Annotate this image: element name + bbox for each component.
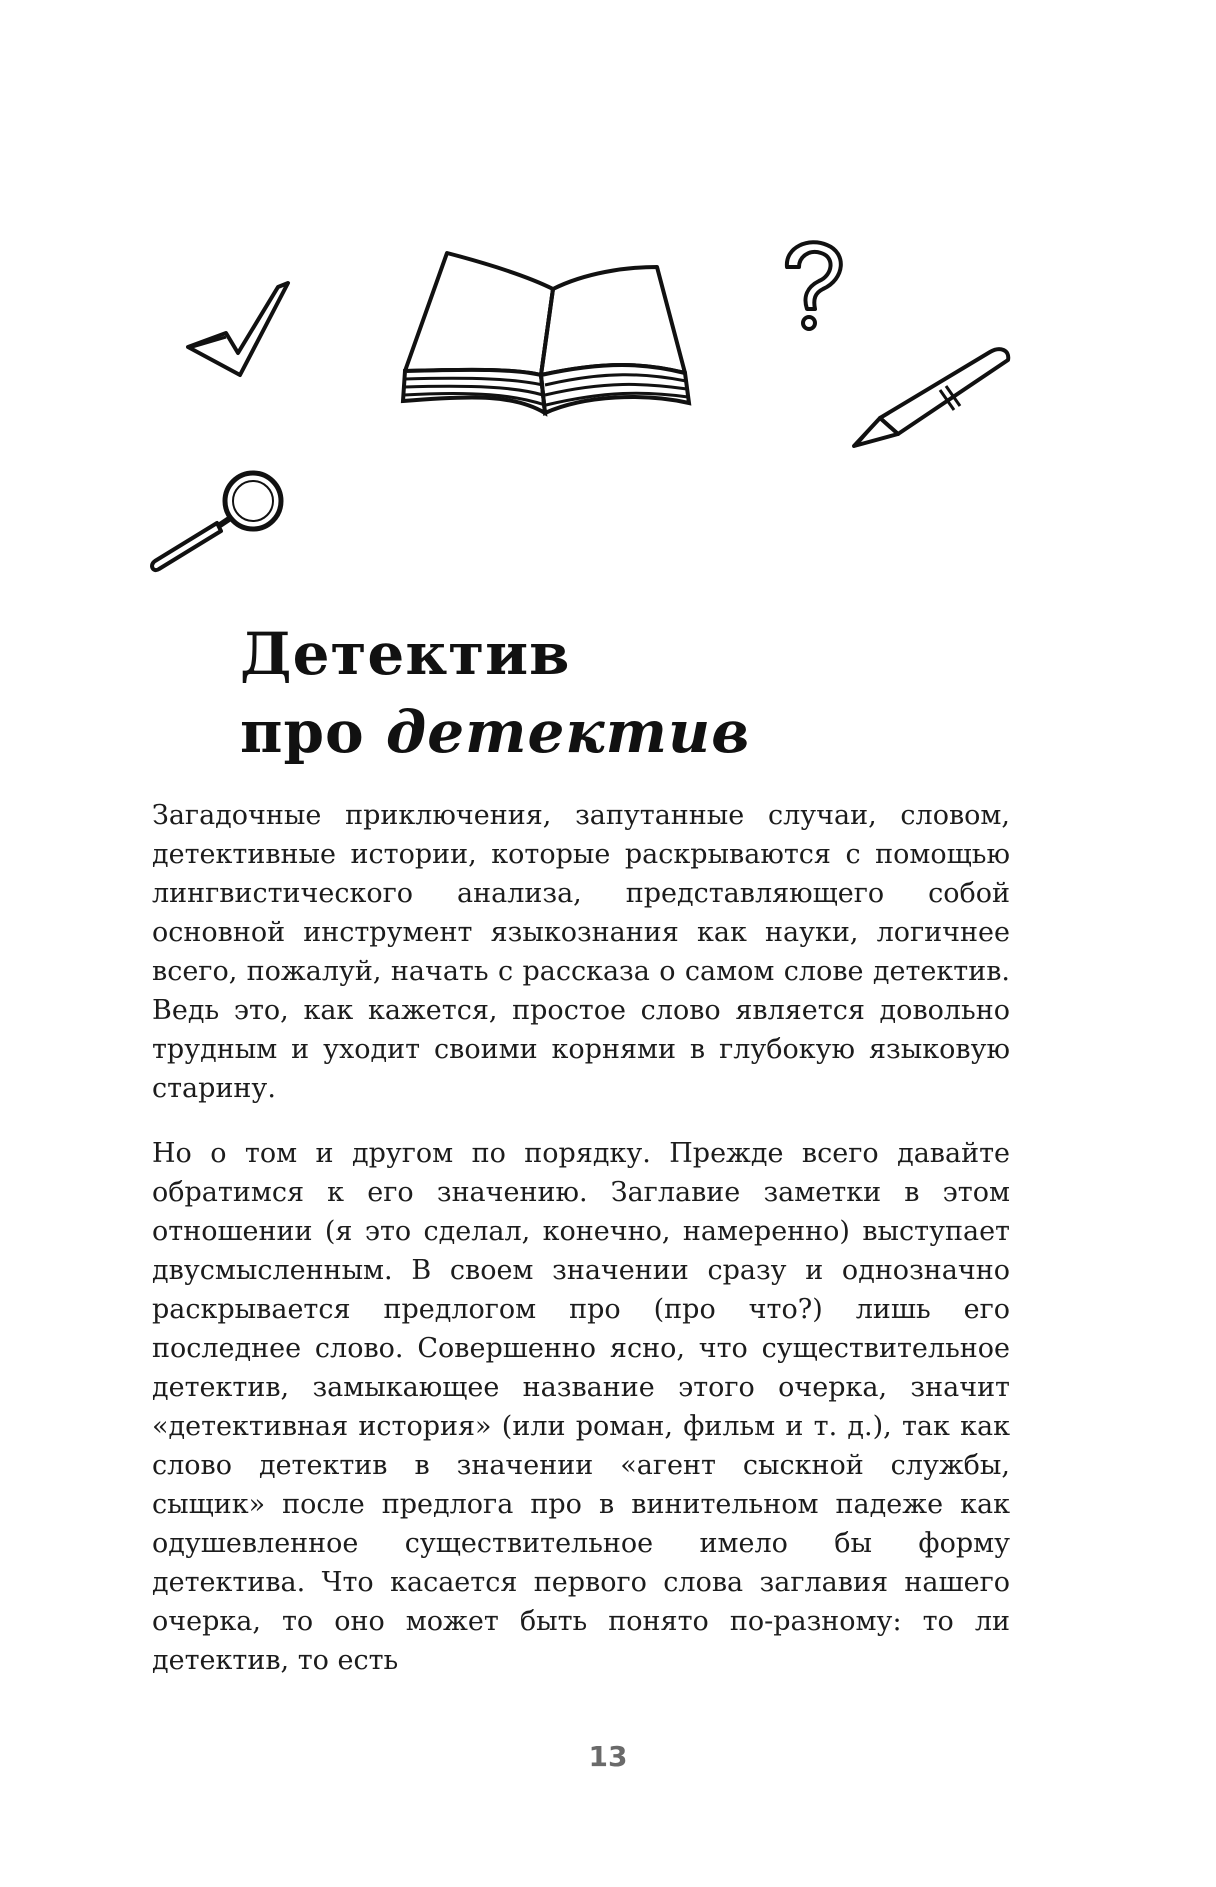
paragraph-1: Загадочные приключения, запутанные случаи, словом, детективные истории, которые раскрываются с помощью лингвистического анализа, представляющего собой основной инструмент языкознания как науки, логичнее всего, пожалуй, начать с рассказа о самом слове детектив. Ведь это, как кажется, простое слово является довольно трудным и уходит своими корнями в глубокую языковую старину. — [152, 800, 1010, 1104]
heading-line-1: Детектив — [240, 620, 571, 688]
open-book-icon — [395, 245, 695, 425]
paragraph-2: Но о том и другом по порядку. Прежде всего давайте обратимся к его значению. Заглавие заметки в этом отношении (я это сделал, конечно, намеренно) выступает двусмысленным. В своем значении сразу и однозначно раскрывается предлогом про (про что?) лишь его последнее слово. Совершенно ясно, что существительное детектив, замыкающее название этого очерка, значит «детективная история» (или роман, фильм и т. д.), так как слово детектив в значении «агент сыскной службы, сыщик» после предлога про в винительном падеже как одушевленное существительное имело бы форму детектива. Что касается первого слова заглавия нашего очерка, то оно может быть понято по-разному: то ли детектив, то есть — [152, 1138, 1010, 1676]
heading-line-2 — [240, 693, 1040, 771]
page-number: 13 — [588, 1740, 628, 1773]
body-text — [152, 796, 1010, 1706]
heading-line-2-italic: детектив — [385, 698, 751, 766]
question-mark-icon — [775, 235, 855, 335]
illustration-area — [0, 0, 1216, 600]
fountain-pen-icon — [850, 340, 1020, 450]
heading-line-2-plain: про — [240, 698, 365, 766]
checkmark-icon — [180, 275, 300, 380]
magnifying-glass-icon — [145, 465, 290, 580]
chapter-heading — [240, 615, 1040, 771]
